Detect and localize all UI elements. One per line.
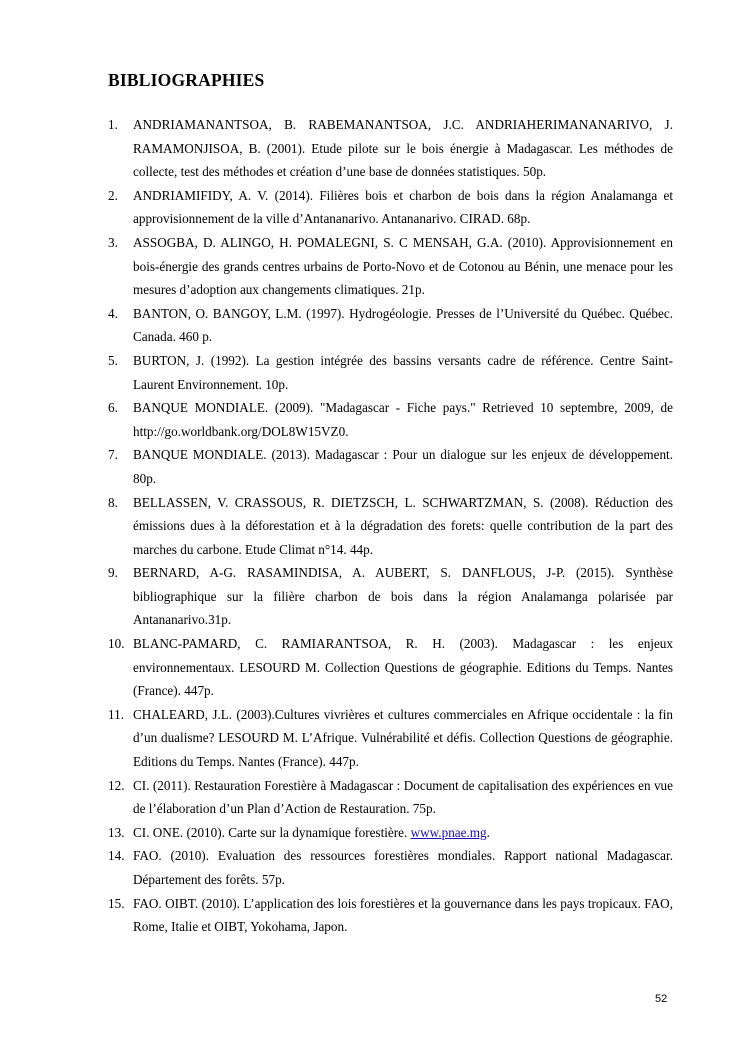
entry-text: FAO. (2010). Evaluation des ressources forestières mondiales. Rapport national Madagascar. Département des forêts. 57p. bbox=[133, 848, 673, 887]
entry-text: CHALEARD, J.L. (2003).Cultures vivrières et cultures commerciales en Afrique occidentale : la fin d’un dualisme? LESOURD M. L’Afrique. Vulnérabilité et défis. Collection Questions de géographie. Editions du Temps. Nantes (France). 447p. bbox=[133, 706, 673, 770]
entry-text: BANQUE MONDIALE. (2013). Madagascar : Pour un dialogue sur les enjeux de développement. 80p. bbox=[133, 447, 673, 486]
bibliography-entry bbox=[108, 396, 673, 443]
entry-text: BANQUE MONDIALE. (2009). "Madagascar - Fiche pays." Retrieved 10 septembre, 2009, de http://go.worldbank.org/DOL8W15VZ0. bbox=[133, 400, 673, 439]
entry-text: BLANC-PAMARD, C. RAMIARANTSOA, R. H. (2003). Madagascar : les enjeux environnementaux. LESOURD M. Collection Questions de géographie. Editions du Temps. Nantes (France). 447p. bbox=[133, 636, 673, 699]
bibliography-entry bbox=[108, 302, 673, 349]
entry-number: 6. bbox=[108, 400, 118, 416]
bibliography-entry bbox=[108, 561, 673, 632]
entry-number: 13. bbox=[108, 824, 125, 840]
bibliography-entry bbox=[108, 231, 673, 302]
bibliography-entry bbox=[108, 184, 673, 231]
page-title: BIBLIOGRAPHIES bbox=[108, 70, 265, 90]
entry-number: 10. bbox=[108, 636, 125, 652]
bibliography-entry bbox=[108, 113, 673, 184]
entry-text: FAO. OIBT. (2010). L’application des lois forestières et la gouvernance dans les pays tropicaux. FAO, Rome, Italie et OIBT, Yokohama, Japon. bbox=[133, 895, 673, 935]
entry-number: 15. bbox=[108, 895, 125, 911]
bibliography-entry bbox=[108, 892, 673, 939]
bibliography-entry bbox=[108, 844, 673, 891]
entry-number: 14. bbox=[108, 848, 125, 864]
bibliography-entry bbox=[108, 774, 673, 821]
bibliography-list bbox=[108, 113, 673, 939]
entry-number: 8. bbox=[108, 494, 118, 510]
entry-number: 3. bbox=[108, 234, 118, 250]
entry-text-before-link: CI. ONE. (2010). Carte sur la dynamique forestière. bbox=[133, 824, 411, 840]
bibliography-entry bbox=[108, 491, 673, 562]
entry-text: ANDRIAMIFIDY, A. V. (2014). Filières bois et charbon de bois dans la région Analamanga et approvisionnement de la ville d’Antananarivo. Antananarivo. CIRAD. 68p. bbox=[133, 187, 673, 227]
entry-text: ASSOGBA, D. ALINGO, H. POMALEGNI, S. C MENSAH, G.A. (2010). Approvisionnement en bois-énergie des grands centres urbains de Porto-Novo et de Cotonou au Bénin, une menace pour les mesures d’adoption aux changements climatiques. 21p. bbox=[133, 234, 673, 298]
entry-number: 7. bbox=[108, 447, 118, 463]
entry-number: 2. bbox=[108, 187, 118, 203]
entry-number: 9. bbox=[108, 565, 118, 581]
bibliography-entry bbox=[108, 821, 673, 845]
bibliography-entry bbox=[108, 349, 673, 396]
entry-text: BELLASSEN, V. CRASSOUS, R. DIETZSCH, L. SCHWARTZMAN, S. (2008). Réduction des émissions dues à la déforestation et à la dégradation des forets: quelle contribution de la part des marches du carbone. Etude Climat n°14. 44p. bbox=[133, 494, 673, 557]
entry-text bbox=[133, 821, 673, 845]
entry-text: ANDRIAMANANTSOA, B. RABEMANANTSOA, J.C. ANDRIAHERIMANANARIVO, J. RAMAMONJISOA, B. (2001). Etude pilote sur le bois énergie à Madagascar. Les méthodes de collecte, test des méthodes et création d’une base de données statistiques. 50p. bbox=[133, 117, 673, 180]
entry-text: BERNARD, A-G. RASAMINDISA, A. AUBERT, S. DANFLOUS, J-P. (2015). Synthèse bibliographique sur la filière charbon de bois dans la région Analamanga polarisée par Antananarivo.31p. bbox=[133, 565, 673, 628]
bibliography-entry bbox=[108, 443, 673, 490]
entry-number: 4. bbox=[108, 305, 118, 321]
entry-text-after-link: . bbox=[486, 824, 490, 840]
entry-text: CI. (2011). Restauration Forestière à Madagascar : Document de capitalisation des expériences en vue de l’élaboration d’un Plan d’Action de Restauration. 75p. bbox=[133, 777, 673, 817]
entry-number: 11. bbox=[108, 706, 124, 722]
page-number: 52 bbox=[655, 993, 668, 1005]
entry-number: 5. bbox=[108, 352, 118, 368]
bibliography-entry bbox=[108, 703, 673, 774]
entry-number: 12. bbox=[108, 777, 125, 793]
entry-number: 1. bbox=[108, 117, 118, 132]
bibliography-entry bbox=[108, 632, 673, 703]
entry-text: BANTON, O. BANGOY, L.M. (1997). Hydrogéologie. Presses de l’Université du Québec. Québec. Canada. 460 p. bbox=[133, 305, 673, 345]
entry-text: BURTON, J. (1992). La gestion intégrée des bassins versants cadre de référence. Centre Saint-Laurent Environnement. 10p. bbox=[133, 352, 673, 392]
pnae-website-link[interactable]: www.pnae.mg bbox=[410, 824, 487, 840]
